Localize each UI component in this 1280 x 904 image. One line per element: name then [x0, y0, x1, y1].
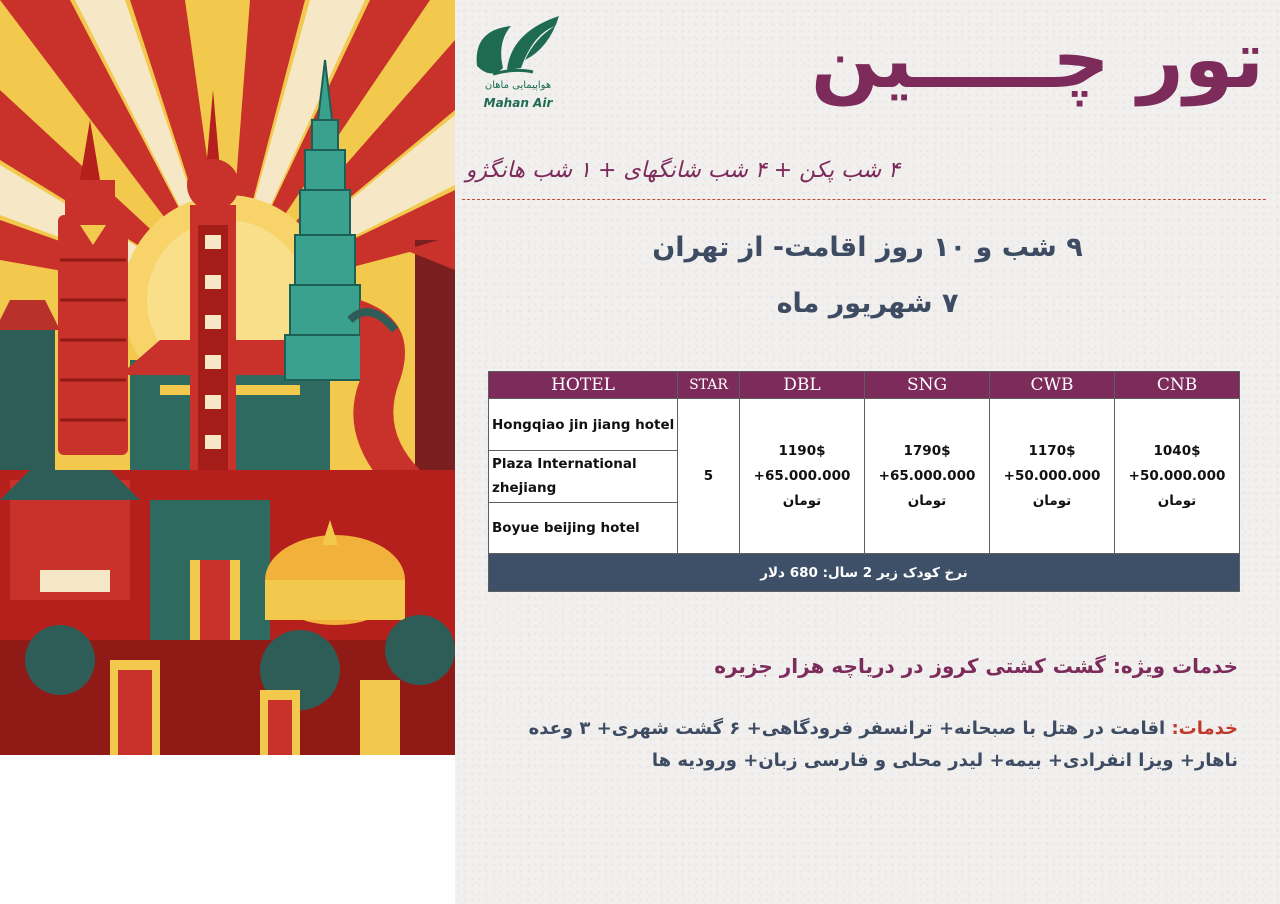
page-title: تور چـــــین: [810, 13, 1264, 106]
price-toman: +65.000.000: [878, 467, 976, 484]
hotel-name: Hongqiao jin jiang hotel: [489, 399, 678, 451]
special-services: خدمات ویژه: گشت کشتی کروز در دریاچه هزار جزیره: [714, 654, 1238, 678]
china-poster-illustration: [0, 0, 455, 755]
logo-text-fa: هواپیمایی ماهان: [484, 80, 552, 91]
header-cnb: CNB: [1115, 372, 1240, 399]
price-toman: +65.000.000: [753, 467, 851, 484]
table-footer-row: [489, 554, 1240, 592]
hotel-name: Plaza International zhejiang: [489, 451, 678, 503]
services-label: خدمات:: [1171, 718, 1238, 739]
header-star: STAR: [678, 372, 740, 399]
logo-text-en: Mahan Air: [483, 96, 553, 110]
price-cnb: [1115, 399, 1240, 554]
stay-duration: ۹ شب و ۱۰ روز اقامت- از تهران: [652, 232, 1083, 263]
price-currency: تومان: [907, 492, 947, 509]
price-currency: تومان: [1157, 492, 1197, 509]
child-rate-note: نرخ کودک زیر 2 سال: 680 دلار: [489, 554, 1240, 592]
poster-artwork: [0, 0, 455, 755]
dashed-divider: [462, 199, 1266, 200]
services-text: اقامت در هتل با صبحانه+ ترانسفر فرودگاهی+ ۶ گشت شهری+ ۳ وعده ناهار+ ویزا انفرادی+ بیمه+ لیدر محلی و فارسی زبان+ ورودیه ها: [528, 718, 1238, 771]
hotel-name: Boyue beijing hotel: [489, 502, 678, 554]
services-description: [484, 713, 1238, 777]
price-dbl: [740, 399, 865, 554]
header-sng: SNG: [865, 372, 990, 399]
price-usd: 1190$: [778, 442, 826, 459]
price-currency: تومان: [782, 492, 822, 509]
header-dbl: DBL: [740, 372, 865, 399]
price-usd: 1170$: [1028, 442, 1076, 459]
table-header-row: [489, 372, 1240, 399]
price-currency: تومان: [1032, 492, 1072, 509]
price-toman: +50.000.000: [1128, 467, 1226, 484]
price-sng: [865, 399, 990, 554]
header-cwb: CWB: [990, 372, 1115, 399]
price-usd: 1040$: [1153, 442, 1201, 459]
header-hotel: HOTEL: [489, 372, 678, 399]
price-cwb: [990, 399, 1115, 554]
itinerary-subtitle: ۴ شب پکن + ۴ شب شانگهای + ۱ شب هانگژو: [465, 158, 900, 183]
star-rating: 5: [678, 399, 740, 554]
table-row: [489, 399, 1240, 451]
departure-date: ۷ شهریور ماه: [776, 288, 959, 319]
price-table: [488, 371, 1240, 592]
price-toman: +50.000.000: [1003, 467, 1101, 484]
price-usd: 1790$: [903, 442, 951, 459]
